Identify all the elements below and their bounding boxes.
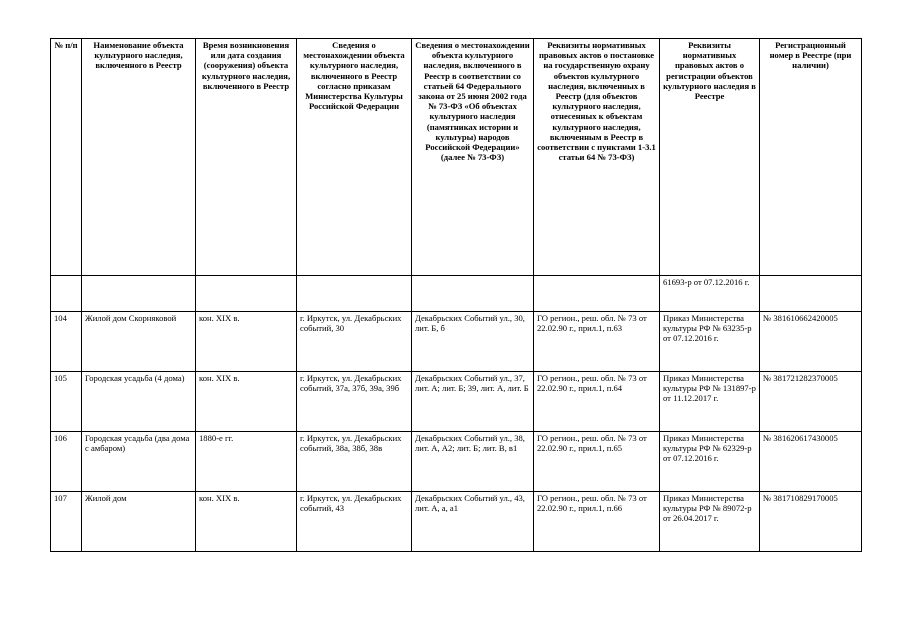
continuation-row: [51, 276, 862, 312]
table-row: [51, 432, 862, 492]
cell-location-mk: г. Иркутск, ул. Декабрьских событий, 38а, 38б, 38в: [297, 432, 412, 492]
cell-registration-act: Приказ Министерства культуры РФ № 89072-р от 26.04.2017 г.: [660, 492, 760, 552]
header-name: Наименование объекта культурного наследия, включенного в Реестр: [82, 39, 196, 276]
header-location-73: Сведения о местонахождении объекта культурного наследия, включенного в Реестр в соответствии со статьей 64 Федерального закона от 25 июня 2002 года № 73-ФЗ «Об объектах культурного наследия (памятниках истории и культуры) народов Российской Федерации» (далее № 73-ФЗ): [412, 39, 534, 276]
cell-registration-act: 61693-р от 07.12.2016 г.: [660, 276, 760, 312]
cell-empty: [297, 276, 412, 312]
header-registration-acts: Реквизиты нормативных правовых актов о регистрации объектов культурного наследия в Реестре: [660, 39, 760, 276]
table-row: [51, 492, 862, 552]
cell-protection: ГО регион., реш. обл. № 73 от 22.02.90 г., прил.1, п.63: [534, 312, 660, 372]
cell-location-73: Декабрьских Событий ул., 30, лит. Б, б: [412, 312, 534, 372]
heritage-registry-table: [50, 38, 862, 552]
cell-num: 104: [51, 312, 82, 372]
cell-location-mk: г. Иркутск, ул. Декабрьских событий, 37а, 37б, 39а, 39б: [297, 372, 412, 432]
cell-num: 107: [51, 492, 82, 552]
cell-name: Жилой дом: [82, 492, 196, 552]
cell-empty: [412, 276, 534, 312]
cell-empty: [534, 276, 660, 312]
cell-location-73: Декабрьских Событий ул., 43, лит. А, а, а1: [412, 492, 534, 552]
cell-registration-act: Приказ Министерства культуры РФ № 131897-р от 11.12.2017 г.: [660, 372, 760, 432]
cell-num: 106: [51, 432, 82, 492]
cell-date: кон. XIX в.: [196, 372, 297, 432]
header-num: № п/п: [51, 39, 82, 276]
cell-registration-act: Приказ Министерства культуры РФ № 62329-р от 07.12.2016 г.: [660, 432, 760, 492]
cell-name: Жилой дом Скорняковой: [82, 312, 196, 372]
header-protection-acts: Реквизиты нормативных правовых актов о постановке на государственную охрану объектов культурного наследия, включенных в Реестр (для объектов культурного наследия, отнесенных к объектам культурного наследия, включенным в Реестр в соответствии с пунктами 1-3.1 статьи 64 № 73-ФЗ): [534, 39, 660, 276]
cell-date: кон. XIX в.: [196, 312, 297, 372]
cell-name: Городская усадьба (два дома с амбаром): [82, 432, 196, 492]
cell-empty: [51, 276, 82, 312]
table-row: [51, 312, 862, 372]
cell-empty: [760, 276, 862, 312]
cell-protection: ГО регион., реш. обл. № 73 от 22.02.90 г., прил.1, п.65: [534, 432, 660, 492]
cell-location-mk: г. Иркутск, ул. Декабрьских событий, 30: [297, 312, 412, 372]
header-row: [51, 39, 862, 276]
header-date: Время возникновения или дата создания (сооружения) объекта культурного наследия, включенного в Реестр: [196, 39, 297, 276]
cell-reg-number: № 381620617430005: [760, 432, 862, 492]
cell-reg-number: № 381721282370005: [760, 372, 862, 432]
cell-num: 105: [51, 372, 82, 432]
header-reg-number: Регистрационный номер в Реестре (при наличии): [760, 39, 862, 276]
header-location-mk: Сведения о местонахождении объекта культурного наследия, включенного в Реестр согласно приказам Министерства Культуры Российской Федерации: [297, 39, 412, 276]
cell-name: Городская усадьба (4 дома): [82, 372, 196, 432]
cell-location-mk: г. Иркутск, ул. Декабрьских событий, 43: [297, 492, 412, 552]
cell-date: 1880-е гг.: [196, 432, 297, 492]
cell-empty: [196, 276, 297, 312]
cell-location-73: Декабрьских Событий ул., 38, лит. А, А2; лит. Б; лит. В, в1: [412, 432, 534, 492]
table-row: [51, 372, 862, 432]
cell-reg-number: № 381710829170005: [760, 492, 862, 552]
cell-protection: ГО регион., реш. обл. № 73 от 22.02.90 г., прил.1, п.66: [534, 492, 660, 552]
cell-empty: [82, 276, 196, 312]
cell-protection: ГО регион., реш. обл. № 73 от 22.02.90 г., прил.1, п.64: [534, 372, 660, 432]
cell-date: кон. XIX в.: [196, 492, 297, 552]
cell-reg-number: № 381610662420005: [760, 312, 862, 372]
cell-registration-act: Приказ Министерства культуры РФ № 63235-р от 07.12.2016 г.: [660, 312, 760, 372]
cell-location-73: Декабрьских Событий ул., 37, лит. А; лит. Б; 39, лит. А, лит. Б: [412, 372, 534, 432]
